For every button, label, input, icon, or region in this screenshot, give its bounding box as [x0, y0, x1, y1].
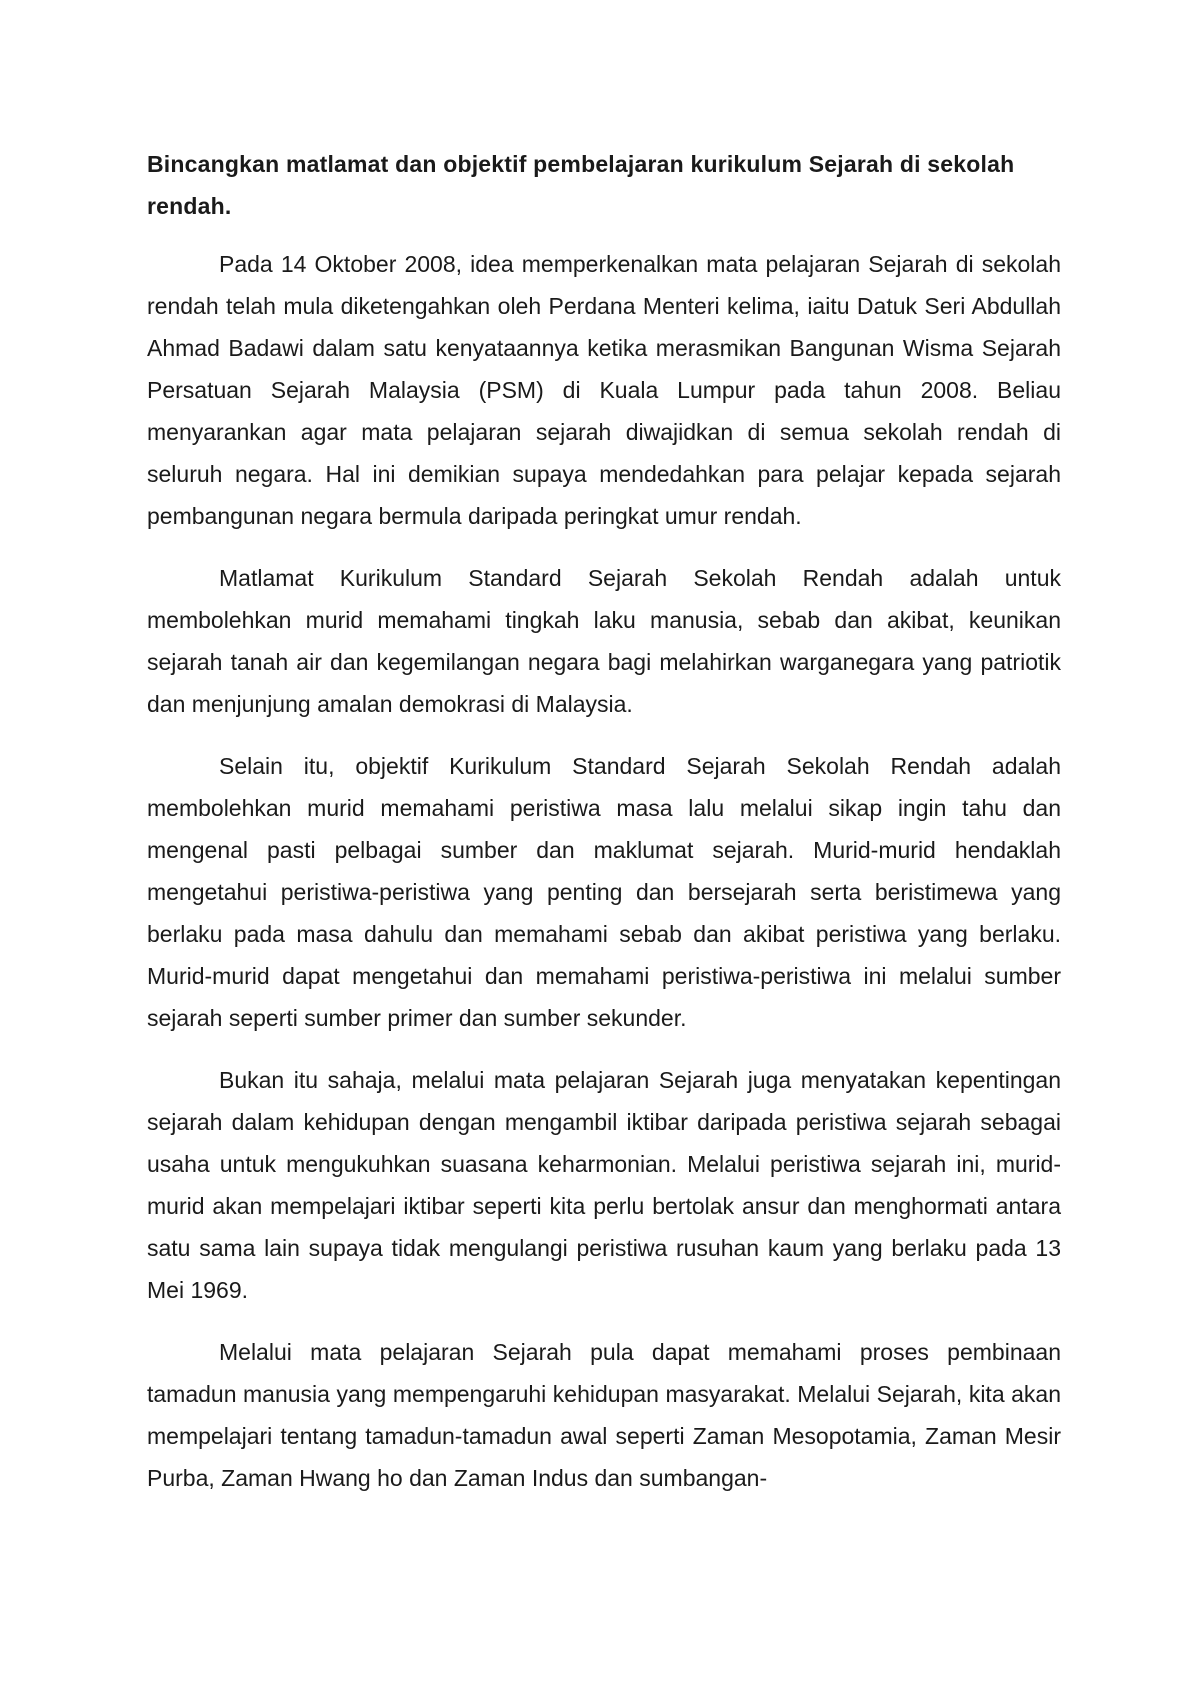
- document-body: [147, 143, 1061, 1519]
- document-title: Bincangkan matlamat dan objektif pembelajaran kurikulum Sejarah di sekolah rendah.: [147, 151, 1015, 219]
- paragraph-2: Matlamat Kurikulum Standard Sejarah Sekolah Rendah adalah untuk membolehkan murid memahami tingkah laku manusia, sebab dan akibat, keunikan sejarah tanah air dan kegemilangan negara bagi melahirkan warganegara yang patriotik dan menjunjung amalan demokrasi di Malaysia.: [147, 565, 1061, 717]
- paragraph-4: Bukan itu sahaja, melalui mata pelajaran Sejarah juga menyatakan kepentingan sejarah dalam kehidupan dengan mengambil iktibar daripada peristiwa sejarah sebagai usaha untuk mengukuhkan suasana keharmonian. Melalui peristiwa sejarah ini, murid-murid akan mempelajari iktibar seperti kita perlu bertolak ansur dan menghormati antara satu sama lain supaya tidak mengulangi peristiwa rusuhan kaum yang berlaku pada 13 Mei 1969.: [147, 1067, 1061, 1303]
- paragraph-3: Selain itu, objektif Kurikulum Standard Sejarah Sekolah Rendah adalah membolehkan murid memahami peristiwa masa lalu melalui sikap ingin tahu dan mengenal pasti pelbagai sumber dan maklumat sejarah. Murid-murid hendaklah mengetahui peristiwa-peristiwa yang penting dan bersejarah serta beristimewa yang berlaku pada masa dahulu dan memahami sebab dan akibat peristiwa yang berlaku. Murid-murid dapat mengetahui dan memahami peristiwa-peristiwa ini melalui sumber sejarah seperti sumber primer dan sumber sekunder.: [147, 753, 1061, 1031]
- paragraph-5: Melalui mata pelajaran Sejarah pula dapat memahami proses pembinaan tamadun manusia yang mempengaruhi kehidupan masyarakat. Melalui Sejarah, kita akan mempelajari tentang tamadun-tamadun awal seperti Zaman Mesopotamia, Zaman Mesir Purba, Zaman Hwang ho dan Zaman Indus dan sumbangan-: [147, 1339, 1061, 1491]
- paragraph-1: Pada 14 Oktober 2008, idea memperkenalkan mata pelajaran Sejarah di sekolah rendah telah mula diketengahkan oleh Perdana Menteri kelima, iaitu Datuk Seri Abdullah Ahmad Badawi dalam satu kenyataannya ketika merasmikan Bangunan Wisma Sejarah Persatuan Sejarah Malaysia (PSM) di Kuala Lumpur pada tahun 2008. Beliau menyarankan agar mata pelajaran sejarah diwajidkan di semua sekolah rendah di seluruh negara. Hal ini demikian supaya mendedahkan para pelajar kepada sejarah pembangunan negara bermula daripada peringkat umur rendah.: [147, 251, 1061, 529]
